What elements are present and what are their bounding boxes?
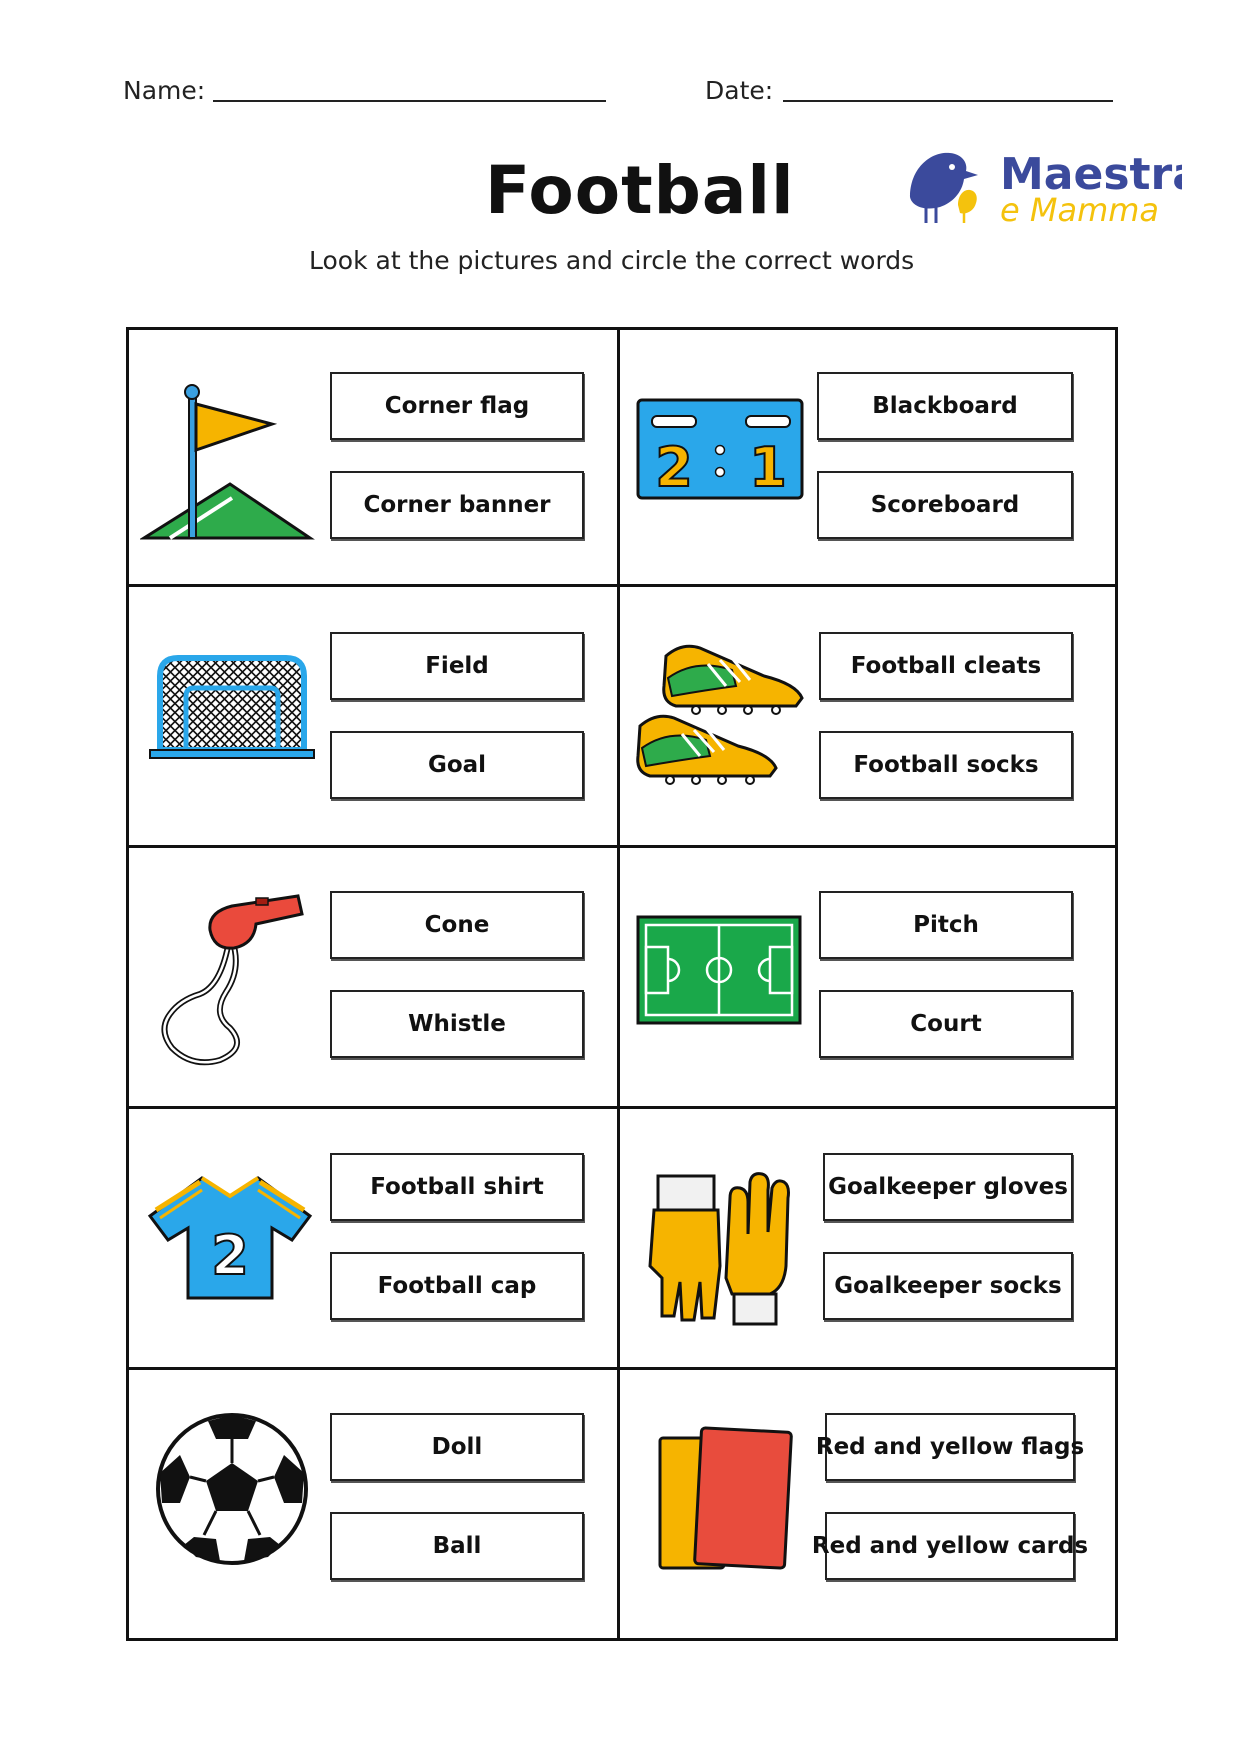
cards-icon bbox=[656, 1424, 796, 1578]
option-ball[interactable]: Ball bbox=[330, 1512, 584, 1580]
page-title: Football bbox=[485, 152, 795, 229]
option-football-cleats[interactable]: Football cleats bbox=[819, 632, 1073, 700]
option-football-shirt[interactable]: Football shirt bbox=[330, 1153, 584, 1221]
grid-divider bbox=[126, 1367, 1118, 1370]
option-whistle[interactable]: Whistle bbox=[330, 990, 584, 1058]
option-pitch[interactable]: Pitch bbox=[819, 891, 1073, 959]
option-scoreboard[interactable]: Scoreboard bbox=[817, 471, 1073, 539]
option-red-yellow-flags[interactable]: Red and yellow flags bbox=[825, 1413, 1075, 1481]
option-field[interactable]: Field bbox=[330, 632, 584, 700]
grid-divider bbox=[126, 845, 1118, 848]
scoreboard-icon bbox=[636, 398, 804, 504]
option-corner-flag[interactable]: Corner flag bbox=[330, 372, 584, 440]
corner-flag-icon bbox=[140, 380, 320, 554]
option-football-socks[interactable]: Football socks bbox=[819, 731, 1073, 799]
logo-line2: e Mamma bbox=[1000, 191, 1160, 229]
grid-divider bbox=[126, 1106, 1118, 1109]
logo-line1: Maestra bbox=[1000, 149, 1182, 200]
logo bbox=[902, 145, 1182, 229]
score-left: 2 bbox=[655, 436, 693, 499]
option-cone[interactable]: Cone bbox=[330, 891, 584, 959]
name-label: Name: bbox=[123, 76, 206, 105]
grid-divider-vertical bbox=[617, 327, 620, 1641]
option-blackboard[interactable]: Blackboard bbox=[817, 372, 1073, 440]
option-corner-banner[interactable]: Corner banner bbox=[330, 471, 584, 539]
goalkeeper-gloves-icon bbox=[644, 1170, 804, 1334]
goal-icon bbox=[148, 654, 316, 770]
pitch-icon bbox=[636, 915, 802, 1029]
option-goalkeeper-gloves[interactable]: Goalkeeper gloves bbox=[823, 1153, 1073, 1221]
whistle-icon bbox=[156, 888, 316, 1072]
instructions: Look at the pictures and circle the correct words bbox=[309, 246, 915, 275]
name-field[interactable] bbox=[213, 100, 606, 102]
date-label: Date: bbox=[705, 76, 774, 105]
option-court[interactable]: Court bbox=[819, 990, 1073, 1058]
grid-divider bbox=[126, 584, 1118, 587]
option-football-cap[interactable]: Football cap bbox=[330, 1252, 584, 1320]
option-goalkeeper-socks[interactable]: Goalkeeper socks bbox=[823, 1252, 1073, 1320]
score-right: 1 bbox=[749, 436, 787, 499]
bird-logo-icon bbox=[902, 145, 1182, 229]
option-doll[interactable]: Doll bbox=[330, 1413, 584, 1481]
ball-icon bbox=[154, 1411, 310, 1571]
option-red-yellow-cards[interactable]: Red and yellow cards bbox=[825, 1512, 1075, 1580]
football-shirt-icon bbox=[146, 1170, 314, 1304]
option-goal[interactable]: Goal bbox=[330, 731, 584, 799]
shirt-number: 2 bbox=[211, 1224, 249, 1287]
football-cleats-icon bbox=[636, 636, 812, 790]
date-field[interactable] bbox=[783, 100, 1113, 102]
